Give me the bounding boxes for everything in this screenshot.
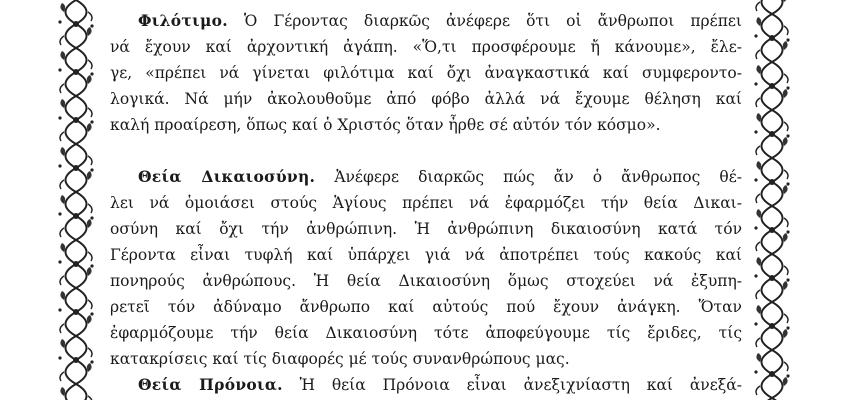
paragraph-line: οσύνη καί ὄχι τήν ἀνθρώπινη. Ἡ ἀνθρώπινη δικαιοσύνη κατά τόν (110, 220, 742, 238)
paragraph-theia-pronoia (110, 372, 742, 398)
paragraph-line (110, 372, 742, 398)
paragraph-line: κατακρίσεις καί τίς διαφορές μέ τούς συνανθρώπους μας. (110, 350, 570, 368)
line-text: Ἀνέφερε διαρκῶς πώς ἄν ὁ ἄνθρωπος θέ- (315, 168, 742, 186)
ornament-vine-right (750, 0, 794, 400)
paragraph-line: γε, «πρέπει νά γίνεται φιλότιμα καί ὄχι ἀναγκαστικά καί συμφεροντο- (110, 64, 742, 82)
paragraph-line: ἐφαρμόζουμε τήν θεία Δικαιοσύνη τότε ἀποφεύγουμε τίς ἔριδες, τίς (110, 324, 742, 342)
paragraph-line: λει νά ὁμοιάσει στούς Ἁγίους πρέπει νά ἐφαρμόζει τήν θεία Δικαι- (110, 194, 742, 212)
page-body (110, 0, 742, 400)
paragraph-line: νά ἔχουν καί ἀρχοντική ἀγάπη. «Ὅ,τι προσφέρουμε ἤ κάνουμε», ἔλε- (110, 38, 742, 56)
paragraph-heading: Θεία Δικαιοσύνη. (138, 167, 316, 186)
paragraph-theia-dikaiosyni (110, 164, 742, 372)
paragraph-line: ρετεῖ τόν ἀδύναμο ἄνθρωπο καί αὐτούς πού ἔχουν ἀνάγκη. Ὅταν (110, 298, 742, 316)
ornamental-border-right (750, 0, 794, 400)
ornamental-border-left (54, 0, 98, 400)
paragraph-line: Γέροντα εἶναι τυφλή καί ὑπάρχει γιά νά ἀποτρέπει τούς κακούς καί (110, 246, 742, 264)
paragraph-line (110, 164, 742, 190)
paragraph-line: λογικά. Νά μήν ἀκολουθοῦμε ἀπό φόβο ἀλλά νά ἔχουμε θέληση καί (110, 90, 742, 108)
line-text: Ἡ θεία Πρόνοια εἶναι ἀνεξιχνίαστη καί ἀνεξά- (282, 376, 742, 394)
paragraph-line (110, 8, 742, 34)
line-text: Ὁ Γέροντας διαρκῶς ἀνέφερε ὅτι οἱ ἄνθρωποι πρέπει (227, 12, 742, 30)
paragraph-heading: Θεία Πρόνοια. (138, 375, 283, 394)
paragraph-line: καλή προαίρεση, ὅπως καί ὁ Χριστός ὅταν ἦρθε σέ αὐτόν τόν κόσμο». (110, 116, 661, 134)
paragraph-heading: Φιλότιμο. (138, 11, 228, 30)
ornament-vine-left (54, 0, 98, 400)
paragraph-line: πονηρούς ἀνθρώπους. Ἡ θεία Δικαιοσύνη ὅμως στοχεύει νά ἐξυπη- (110, 272, 742, 290)
paragraph-filotimo (110, 8, 742, 138)
